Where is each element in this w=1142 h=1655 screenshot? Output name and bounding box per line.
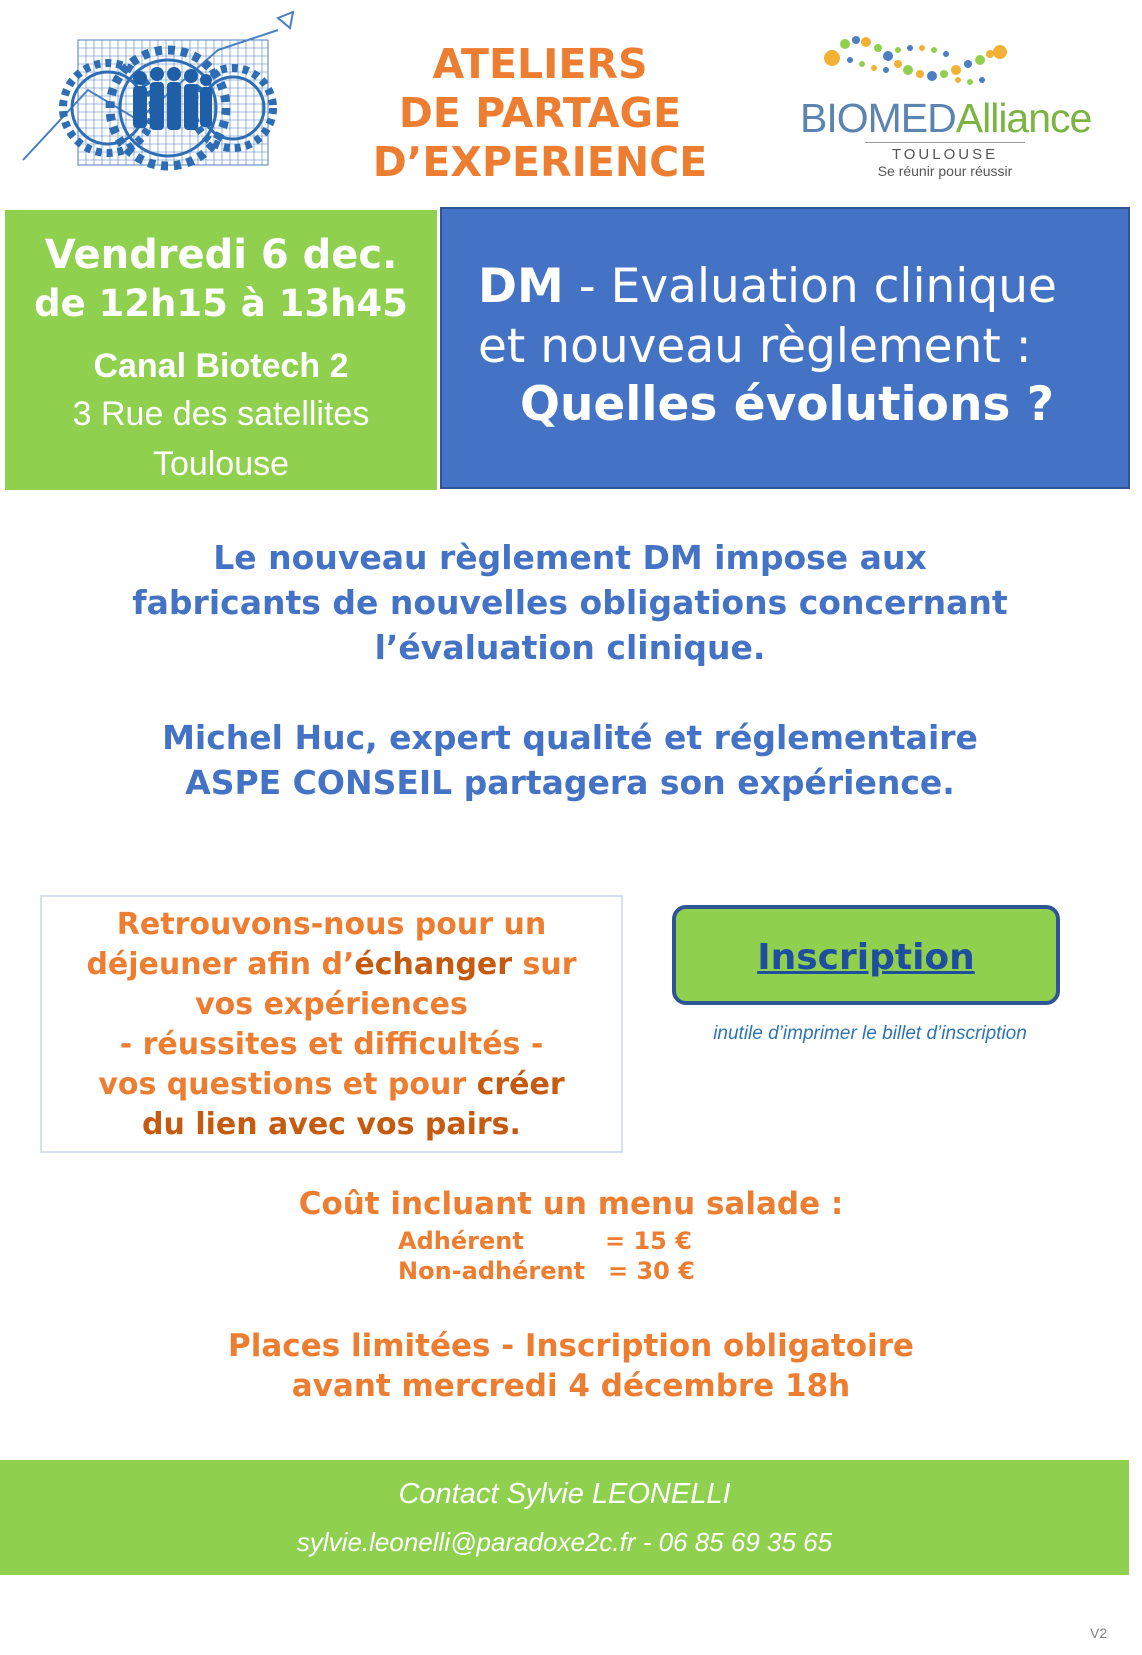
dna-dots-icon	[790, 30, 1090, 100]
cost-title: Coût incluant un menu salade :	[298, 1186, 844, 1222]
description-line: Le nouveau règlement DM impose aux	[213, 538, 927, 577]
invite-line: du lien avec vos pairs.	[142, 1107, 521, 1142]
topic-box	[440, 207, 1130, 489]
event-info-box	[5, 210, 437, 490]
version-label: V2	[1090, 1625, 1108, 1641]
contact-details[interactable]: sylvie.leonelli@paradoxe2c.fr - 06 85 69 35 65	[296, 1527, 833, 1557]
event-town: Toulouse	[152, 445, 290, 483]
event-street: 3 Rue des satellites	[72, 395, 370, 433]
inscription-link[interactable]: Inscription	[757, 937, 975, 978]
speaker-line: Michel Huc, expert qualité et réglementaire	[162, 718, 978, 757]
invite-line: déjeuner afin d’échanger sur	[86, 947, 577, 982]
speaker-info	[20, 715, 1120, 805]
places-notice	[0, 1326, 1142, 1406]
invite-line: - réussites et difficultés -	[119, 1027, 544, 1062]
contact-footer	[0, 1460, 1129, 1575]
topic-line-1: DM - Evaluation clinique	[478, 259, 1057, 314]
biomed-alliance-logo	[790, 30, 1090, 180]
inscription-button[interactable]	[672, 905, 1060, 1005]
places-line: Places limitées - Inscription obligatoire	[228, 1328, 914, 1364]
invite-box	[40, 895, 623, 1153]
title-line-2: DE PARTAGE	[398, 89, 682, 137]
partner-name: BIOMEDAlliance	[800, 95, 1092, 141]
inscription-note: inutile d’imprimer le billet d’inscription	[713, 1023, 1027, 1044]
nonmember-price: = 30 €	[608, 1257, 695, 1285]
description-line: fabricants de nouvelles obligations concernant	[132, 583, 1008, 622]
invite-line: vos questions et pour créer	[98, 1067, 565, 1102]
description-line: l’évaluation clinique.	[374, 628, 766, 667]
logo-divider	[865, 142, 1025, 143]
event-day: Vendredi 6 dec.	[44, 232, 398, 278]
workshop-title	[330, 40, 750, 187]
description	[20, 535, 1120, 670]
places-line: avant mercredi 4 décembre 18h	[291, 1368, 851, 1404]
invite-line: vos expériences	[195, 987, 468, 1022]
event-place: Canal Biotech 2	[93, 347, 349, 385]
gears-people-growth-logo	[18, 10, 310, 180]
speaker-line: ASPE CONSEIL partagera son expérience.	[185, 763, 955, 802]
nonmember-label: Non-adhérent	[398, 1257, 586, 1285]
topic-line-2: et nouveau règlement :	[478, 319, 1032, 374]
member-price: = 15 €	[605, 1227, 692, 1255]
member-label: Adhérent	[398, 1227, 524, 1255]
topic-line-3: Quelles évolutions ?	[519, 377, 1055, 432]
invite-line: Retrouvons-nous pour un	[116, 907, 547, 942]
title-line-1: ATELIERS	[432, 40, 648, 88]
title-line-3: D’EXPERIENCE	[372, 138, 708, 186]
contact-name: Contact Sylvie LEONELLI	[398, 1478, 731, 1510]
partner-city: TOULOUSE	[891, 146, 999, 163]
event-time: de 12h15 à 13h45	[34, 282, 408, 325]
partner-tagline: Se réunir pour réussir	[877, 163, 1013, 179]
